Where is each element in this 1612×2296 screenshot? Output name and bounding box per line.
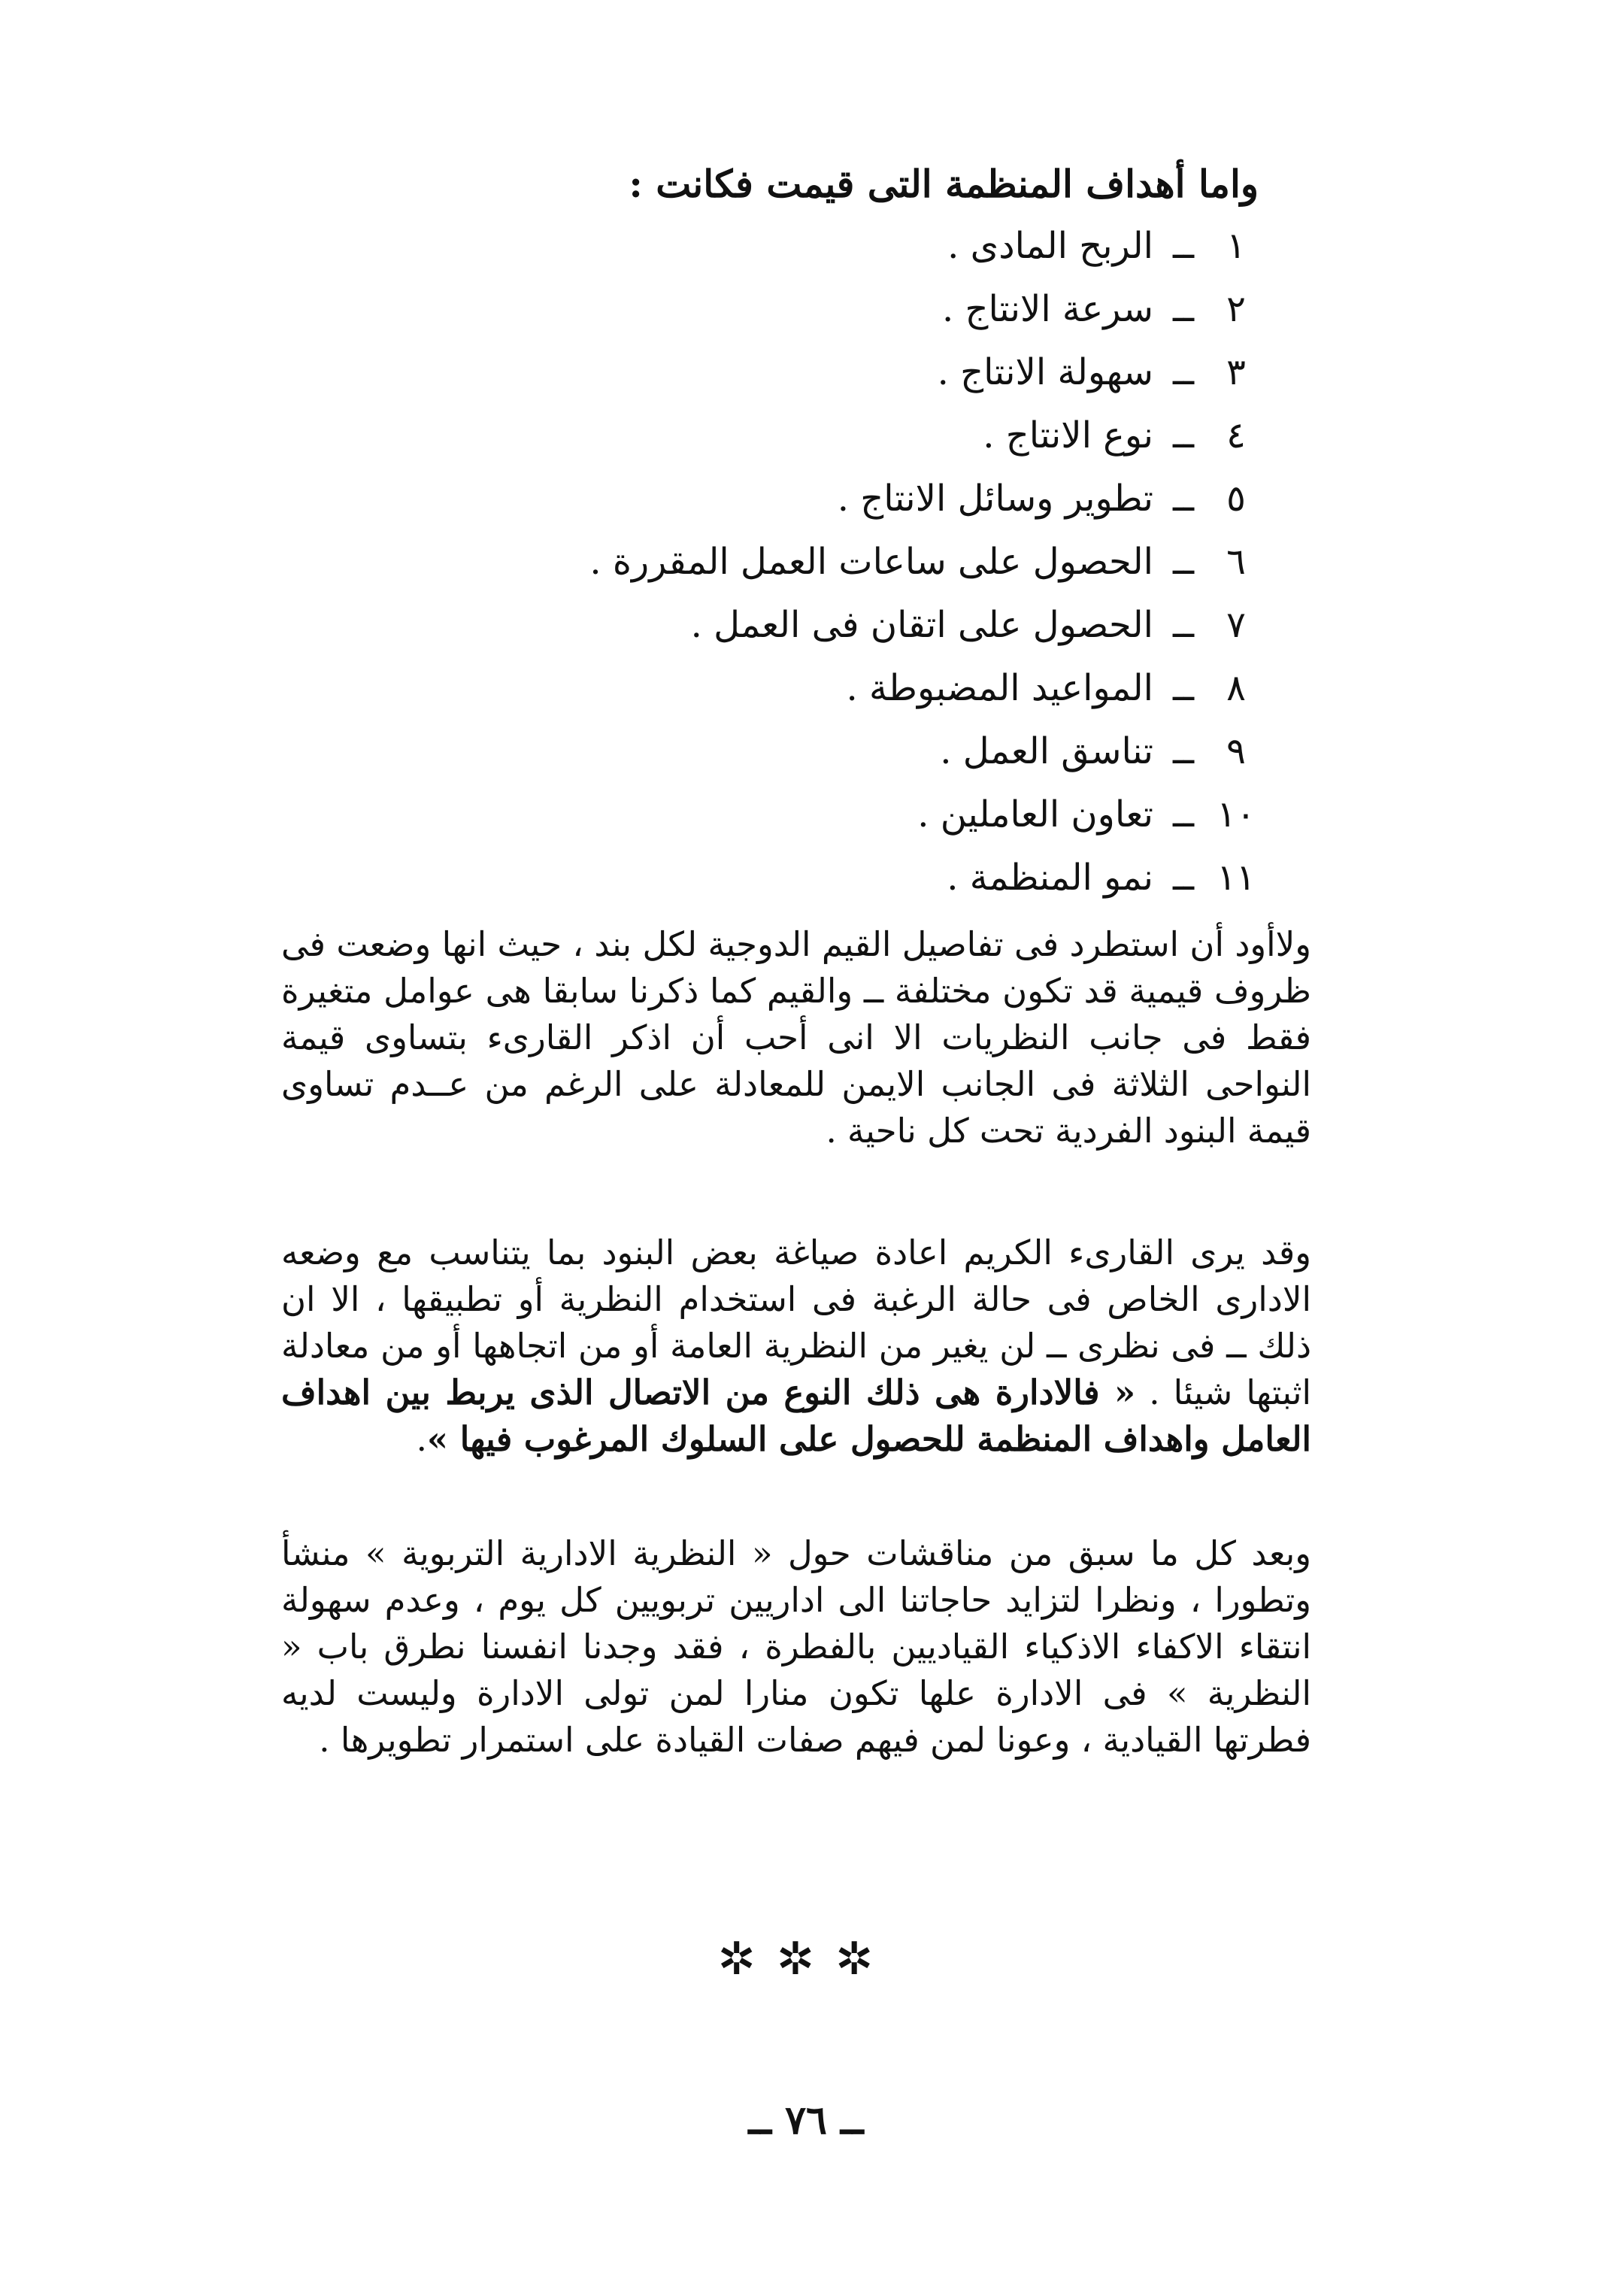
management-definition-quote: « فالادارة هى ذلك النوع من الاتصال الذى يربط بين اهداف العامل واهداف المنظمة للحصول على السلوك المرغوب فيها » xyxy=(281,1372,1311,1459)
list-item-number: ٨ xyxy=(1226,667,1246,709)
list-item-text: المواعيد المضبوطة . xyxy=(846,667,1153,709)
list-item-number: ٦ xyxy=(1226,541,1246,583)
list-item-dash: ــ xyxy=(1172,667,1195,709)
list-item-number: ٩ xyxy=(1226,730,1246,772)
list-item-number: ١٠ xyxy=(1217,793,1256,836)
list-item-dash: ــ xyxy=(1172,288,1195,330)
list-item-dash: ــ xyxy=(1172,793,1195,836)
list-item xyxy=(281,720,1259,783)
list-item-number: ١ xyxy=(1226,225,1246,267)
list-item-number: ٣ xyxy=(1226,351,1246,393)
list-item xyxy=(281,783,1259,846)
list-item-text: سرعة الانتاج . xyxy=(941,288,1153,330)
goals-list xyxy=(281,214,1259,909)
body-paragraph-conclusion: وبعد كل ما سبق من مناقشات حول « النظرية الادارية التربوية » منشأ وتطورا ، ونظرا لتزايد حاجاتنا الى اداريين تربويين كل يوم ، وعدم سهولة انتقاء الاكفاء الاذكياء القياديين بالفطرة ، فقد وجدنا انفسنا نطرق باب « النظرية » فى الادارة علها تكون منارا لمن تولى الادارة وليست لديه فطرتها القيادية ، وعونا لمن فيهم صفات القيادة على استمرار تطويرها . xyxy=(281,1533,1311,1760)
list-item xyxy=(281,467,1259,530)
list-item-text: تطوير وسائل الانتاج . xyxy=(837,478,1153,520)
section-heading: واما أهداف المنظمة التى قيمت فكانت : xyxy=(629,162,1259,206)
list-item-number: ٧ xyxy=(1226,604,1246,646)
list-item xyxy=(281,278,1259,341)
list-item-number: ٥ xyxy=(1226,478,1246,520)
page-number: ــ ٧٦ ــ xyxy=(748,2097,864,2143)
list-item-text: تعاون العاملين . xyxy=(917,793,1153,836)
body-paragraph-values: ولاأود أن استطرد فى تفاصيل القيم الدوجية لكل بند ، حيث انها وضعت فى ظروف قيمية قد تكون مختلفة ــ والقيم كما ذكرنا سابقا هى عوامل متغيرة فقط فى جانب النظريات الا انى أحب أن اذكر القارىء بتساوى قيمة النواحى الثلاثة فى الجانب الايمن للمعادلة على الرغم من عــدم تساوى قيمة البنود الفردية تحت كل ناحية . xyxy=(281,924,1311,1151)
paragraph-text: . xyxy=(416,1419,427,1459)
list-item-dash: ــ xyxy=(1172,225,1195,267)
paragraph-text: وقد يرى القارىء الكريم اعادة صياغة بعض البنود بما يتناسب مع وضعه الادارى الخاص فى حالة الرغبة فى استخدام النظرية أو تطبيقها ، الا ان ذلك ــ فى نظرى ــ لن يغير من النظرية العامة أو من اتجاهها أو من معادلة اثبتها شيئا . xyxy=(281,1233,1311,1412)
list-item-dash: ــ xyxy=(1172,857,1195,899)
body-paragraph-reformulation xyxy=(281,1230,1311,1463)
list-item xyxy=(281,214,1259,278)
list-item-text: نمو المنظمة . xyxy=(947,857,1153,899)
list-item-text: تناسق العمل . xyxy=(940,730,1153,772)
list-item-text: الربح المادى . xyxy=(947,225,1153,267)
list-item xyxy=(281,846,1259,909)
list-item xyxy=(281,657,1259,720)
list-item-number: ٢ xyxy=(1226,288,1246,330)
list-item-dash: ــ xyxy=(1172,604,1195,646)
list-item-text: نوع الانتاج . xyxy=(983,414,1153,456)
list-item-text: سهولة الانتاج . xyxy=(937,351,1153,393)
list-item-text: الحصول على اتقان فى العمل . xyxy=(690,604,1153,646)
list-item xyxy=(281,530,1259,593)
list-item-number: ١١ xyxy=(1217,857,1256,899)
list-item-dash: ــ xyxy=(1172,541,1195,583)
list-item-dash: ــ xyxy=(1172,351,1195,393)
list-item xyxy=(281,593,1259,657)
section-separator: ✲✲✲ xyxy=(717,1933,895,1985)
list-item-dash: ــ xyxy=(1172,730,1195,772)
list-item-text: الحصول على ساعات العمل المقررة . xyxy=(589,541,1153,583)
list-item-number: ٤ xyxy=(1226,414,1246,456)
list-item-dash: ــ xyxy=(1172,478,1195,520)
list-item xyxy=(281,341,1259,404)
list-item xyxy=(281,404,1259,467)
list-item-dash: ــ xyxy=(1172,414,1195,456)
